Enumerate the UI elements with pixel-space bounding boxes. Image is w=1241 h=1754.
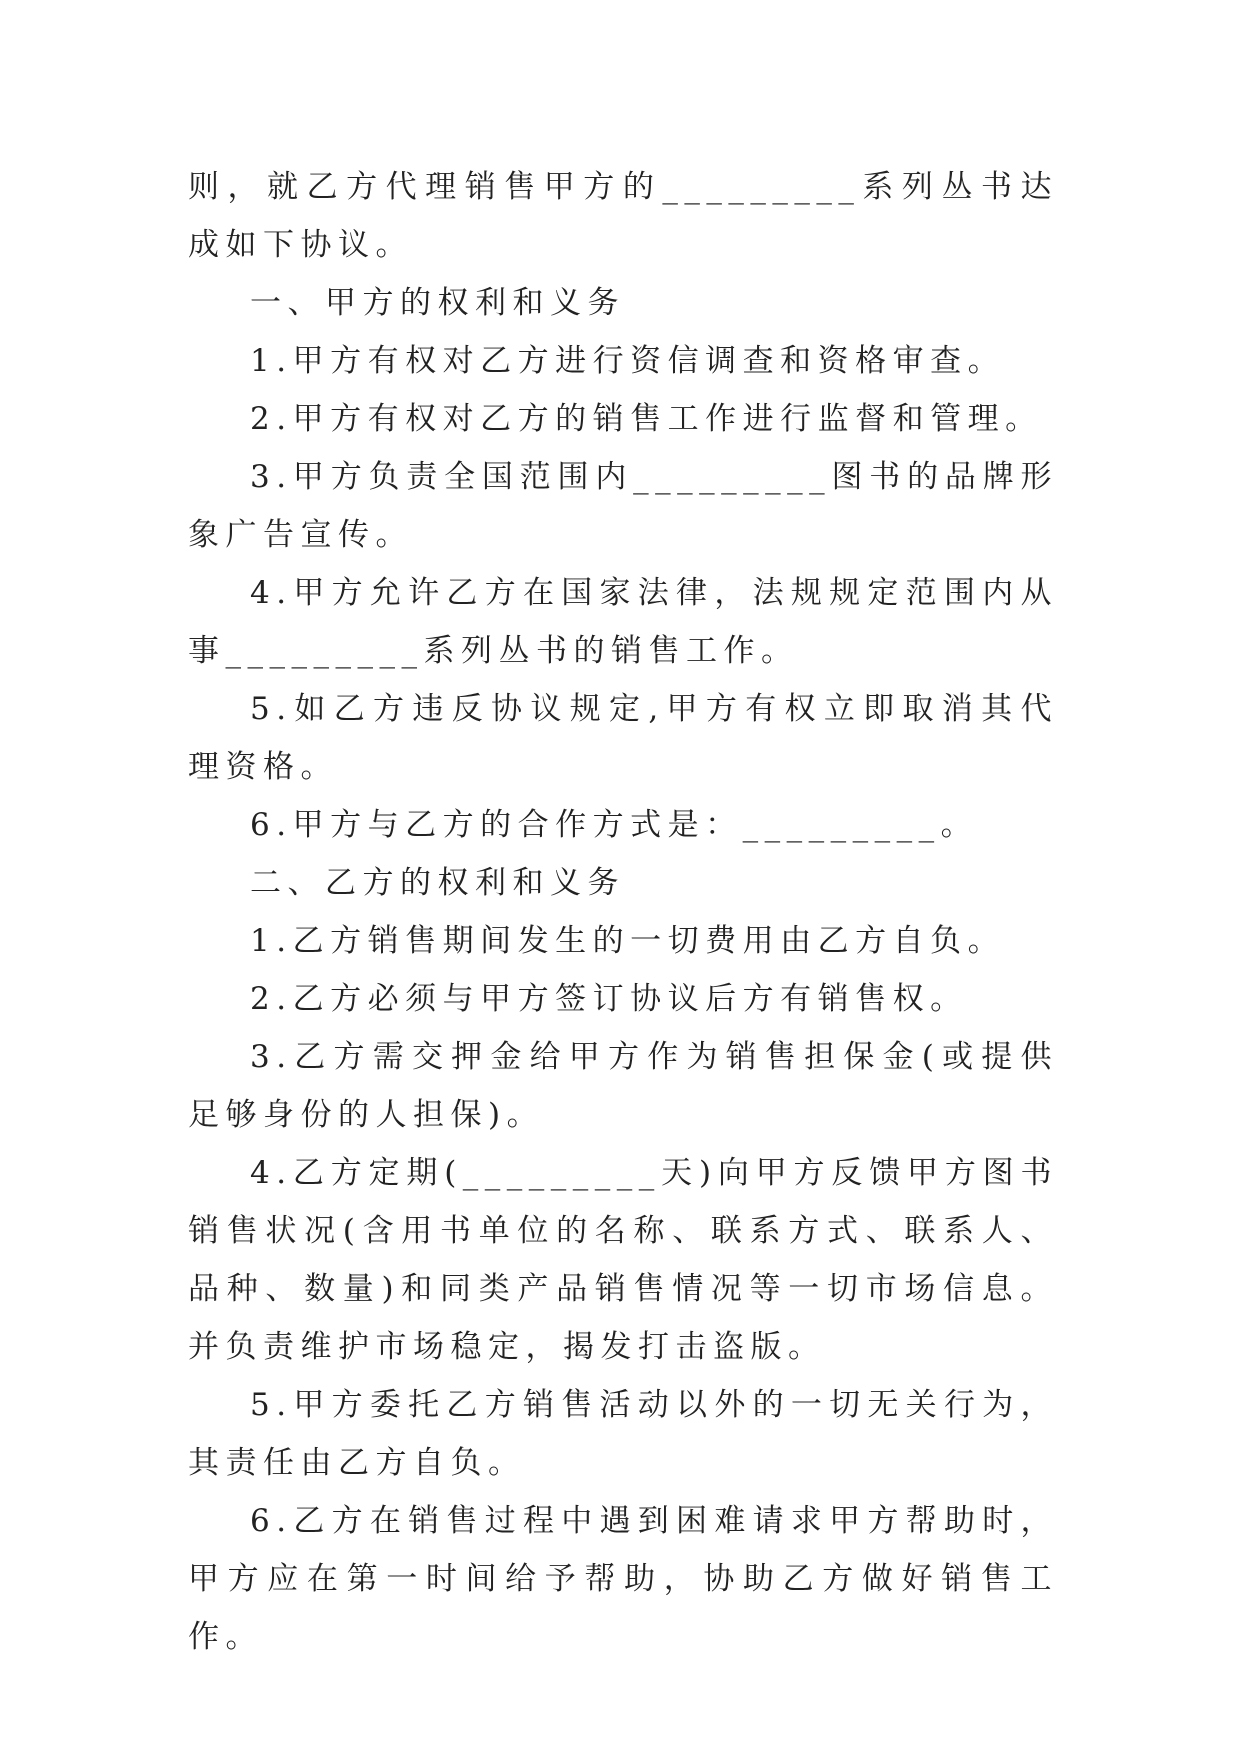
clause-b-5: 5.甲方委托乙方销售活动以外的一切无关行为，其责任由乙方自负。	[188, 1387, 1058, 1481]
clause-b-6: 6.乙方在销售过程中遇到困难请求甲方帮助时，甲方应在第一时间给予帮助，协助乙方做好销售工作。	[188, 1503, 1058, 1655]
clause-b-2: 2.乙方必须与甲方签订协议后方有销售权。	[250, 981, 968, 1017]
clause-a-4: 4.甲方允许乙方在国家法律，法规规定范围内从事_________系列丛书的销售工作。	[188, 575, 1058, 669]
paragraph-intro: 则，就乙方代理销售甲方的_________系列丛书达成如下协议。	[188, 169, 1058, 263]
clause-b-3: 3.乙方需交押金给甲方作为销售担保金(或提供足够身份的人担保)。	[188, 1039, 1058, 1133]
clause-a-3: 3.甲方负责全国范围内_________图书的品牌形象广告宣传。	[188, 459, 1058, 553]
clause-b-4: 4.乙方定期(_________天)向甲方反馈甲方图书销售状况(含用书单位的名称、联系方式、联系人、品种、数量)和同类产品销售情况等一切市场信息。并负责维护市场稳定，揭发打击盗版。	[188, 1155, 1058, 1365]
section-heading-party-b: 二、乙方的权利和义务	[250, 865, 625, 901]
section-heading-party-a: 一、甲方的权利和义务	[250, 285, 625, 321]
clause-a-5: 5.如乙方违反协议规定,甲方有权立即取消其代理资格。	[188, 691, 1058, 785]
document-body	[188, 158, 1058, 1666]
clause-a-1: 1.甲方有权对乙方进行资信调查和资格审查。	[250, 343, 1006, 379]
clause-b-1: 1.乙方销售期间发生的一切费用由乙方自负。	[250, 923, 1006, 959]
clause-a-2: 2.甲方有权对乙方的销售工作进行监督和管理。	[250, 401, 1043, 437]
clause-a-6: 6.甲方与乙方的合作方式是：_________。	[250, 807, 979, 843]
